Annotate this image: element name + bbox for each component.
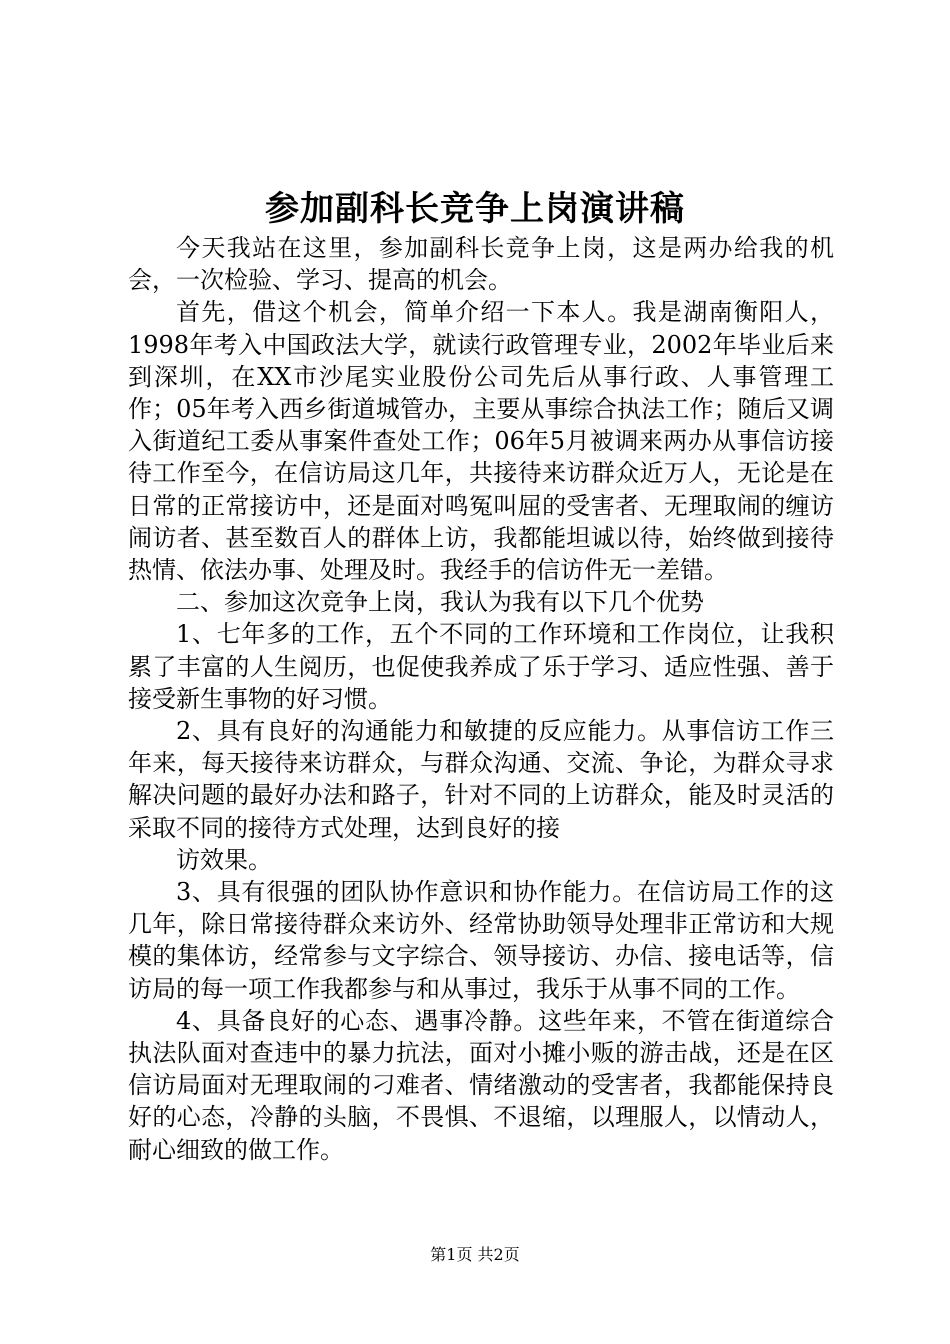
paragraph-advantage-2: 2、具有良好的沟通能力和敏捷的反应能力。从事信访工作三年来，每天接待来访群众，与群众沟通、交流、争论，为群众寻求解决问题的最好办法和路子，针对不同的上访群众，能及时灵活的采取不同的接待方式处理，达到良好的接 [128,717,834,842]
paragraph-intro: 今天我站在这里，参加副科长竞争上岗，这是两办给我的机会，一次检验、学习、提高的机会。 [128,234,834,295]
paragraph-advantage-3: 3、具有很强的团队协作意识和协作能力。在信访局工作的这几年，除日常接待群众来访外、经常协助领导处理非正常访和大规模的集体访，经常参与文字综合、领导接访、办信、接电话等，信访局的每一项工作我都参与和从事过，我乐于从事不同的工作。 [128,878,834,1003]
document-title: 参加副科长竞争上岗演讲稿 [265,189,685,229]
page-number-footer: 第1页 共2页 [430,1245,520,1264]
document-body [128,232,834,1166]
paragraph-advantage-1: 1、七年多的工作，五个不同的工作环境和工作岗位，让我积累了丰富的人生阅历，也促使我养成了乐于学习、适应性强、善于接受新生事物的好习惯。 [128,620,834,713]
paragraph-advantage-4: 4、具备良好的心态、遇事冷静。这些年来，不管在街道综合执法队面对查违中的暴力抗法，面对小摊小贩的游击战，还是在区信访局面对无理取闹的刁难者、情绪激动的受害者，我都能保持良好的心态，冷静的头脑，不畏惧、不退缩，以理服人，以情动人，耐心细致的做工作。 [128,1006,834,1164]
paragraph-self-introduction: 首先，借这个机会，简单介绍一下本人。我是湖南衡阳人，1998年考入中国政法大学，就读行政管理专业，2002年毕业后来到深圳，在XX市沙尾实业股份公司先后从事行政、人事管理工作；05年考入西乡街道城管办，主要从事综合执法工作；随后又调入街道纪工委从事案件查处工作；06年5月被调来两办从事信访接待工作至今，在信访局这几年，共接待来访群众近万人，无论是在日常的正常接访中，还是面对鸣冤叫屈的受害者、无理取闹的缠访闹访者、甚至数百人的群体上访，我都能坦诚以待，始终做到接待热情、依法办事、处理及时。我经手的信访件无一差错。 [128,298,834,585]
paragraph-advantages-heading: 二、参加这次竞争上岗，我认为我有以下几个优势 [176,588,704,617]
paragraph-advantage-2-continued: 访效果。 [176,845,272,874]
